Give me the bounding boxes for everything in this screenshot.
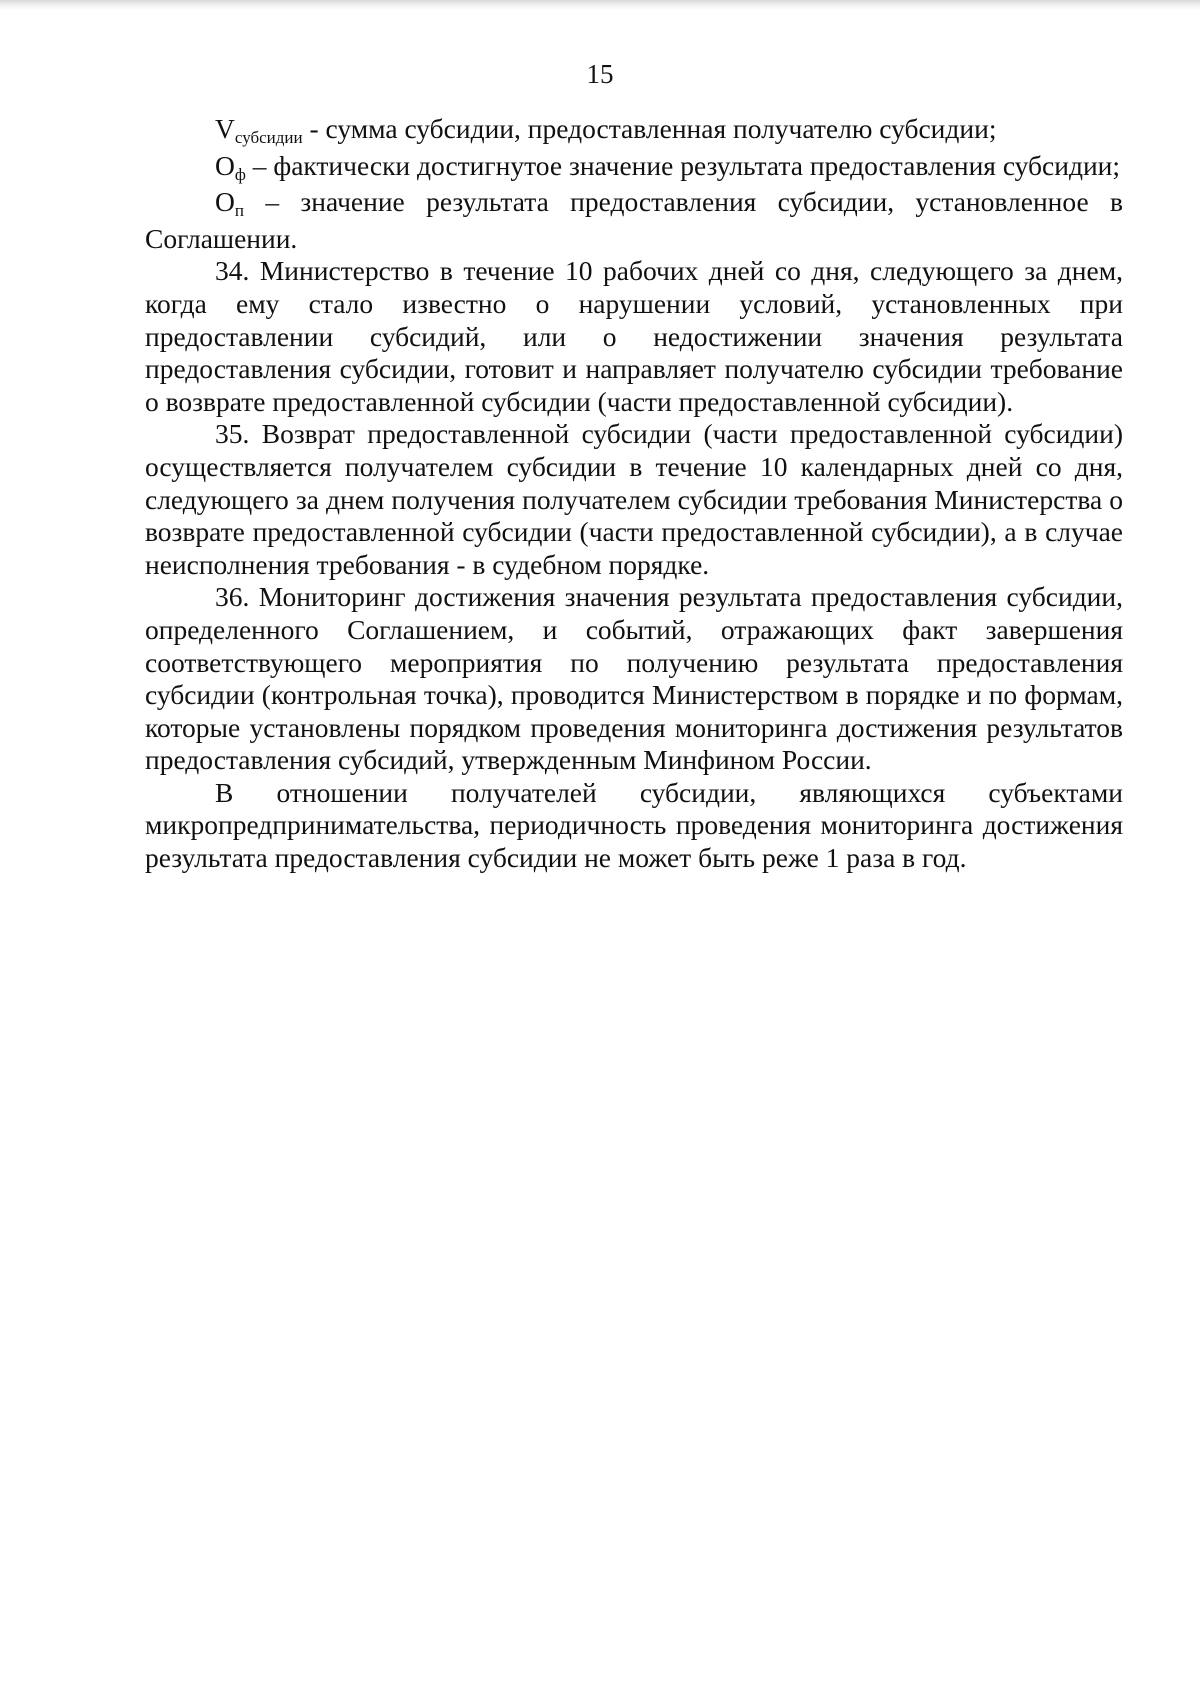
page-number: 15 — [586, 59, 614, 89]
definition-text: – фактически достигнутое значение результата предоставления субсидии; — [245, 149, 1121, 181]
definition-v-subsidy — [145, 113, 1123, 150]
symbol: O — [215, 149, 235, 181]
scan-edge — [0, 0, 1200, 10]
paragraph-36: 36. Мониторинг достижения значения результата предоставления субсидии, определенного Соглашением, и событий, отражающих факт завершения соответствующего мероприятия по получению результата предоставления субсидии (контрольная точка), проводится Министерством в порядке и по формам, которые установлены порядком проведения мониторинга достижения результатов предоставления субсидий, утвержденным Минфином России. — [145, 581, 1123, 776]
symbol-subscript: ф — [234, 164, 246, 184]
paragraph-35: 35. Возврат предоставленной субсидии (части предоставленной субсидии) осуществляется получателем субсидии в течение 10 календарных дней со дня, следующего за днем получения получателем субсидии требования Министерства о возврате предоставленной субсидии (части предоставленной субсидии), а в случае неисполнения требования - в судебном порядке. — [145, 418, 1123, 580]
definition-o-planned — [145, 186, 1123, 255]
paragraph-34: 34. Министерство в течение 10 рабочих дней со дня, следующего за днем, когда ему стало известно о нарушении условий, установленных при предоставлении субсидий, или о недостижении значения результата предоставления субсидии, готовит и направляет получателю субсидии требование о возврате предоставленной субсидии (части предоставленной субсидии). — [145, 255, 1123, 417]
paragraph-monitoring-frequency: В отношении получателей субсидии, являющихся субъектами микропредпринимательства, периодичность проведения мониторинга достижения результата предоставления субсидии не может быть реже 1 раза в год. — [145, 776, 1123, 874]
symbol-subscript: субсидии — [234, 128, 303, 147]
definition-o-actual — [145, 150, 1123, 187]
symbol: O — [215, 186, 235, 218]
symbol-subscript: п — [234, 201, 244, 221]
document-body — [145, 113, 1123, 875]
symbol: V — [215, 113, 235, 144]
definition-text: – значение результата предоставления субсидии, установленное в Соглашении. — [145, 186, 1123, 254]
definition-text: - сумма субсидии, предоставленная получателю субсидии; — [302, 113, 997, 144]
